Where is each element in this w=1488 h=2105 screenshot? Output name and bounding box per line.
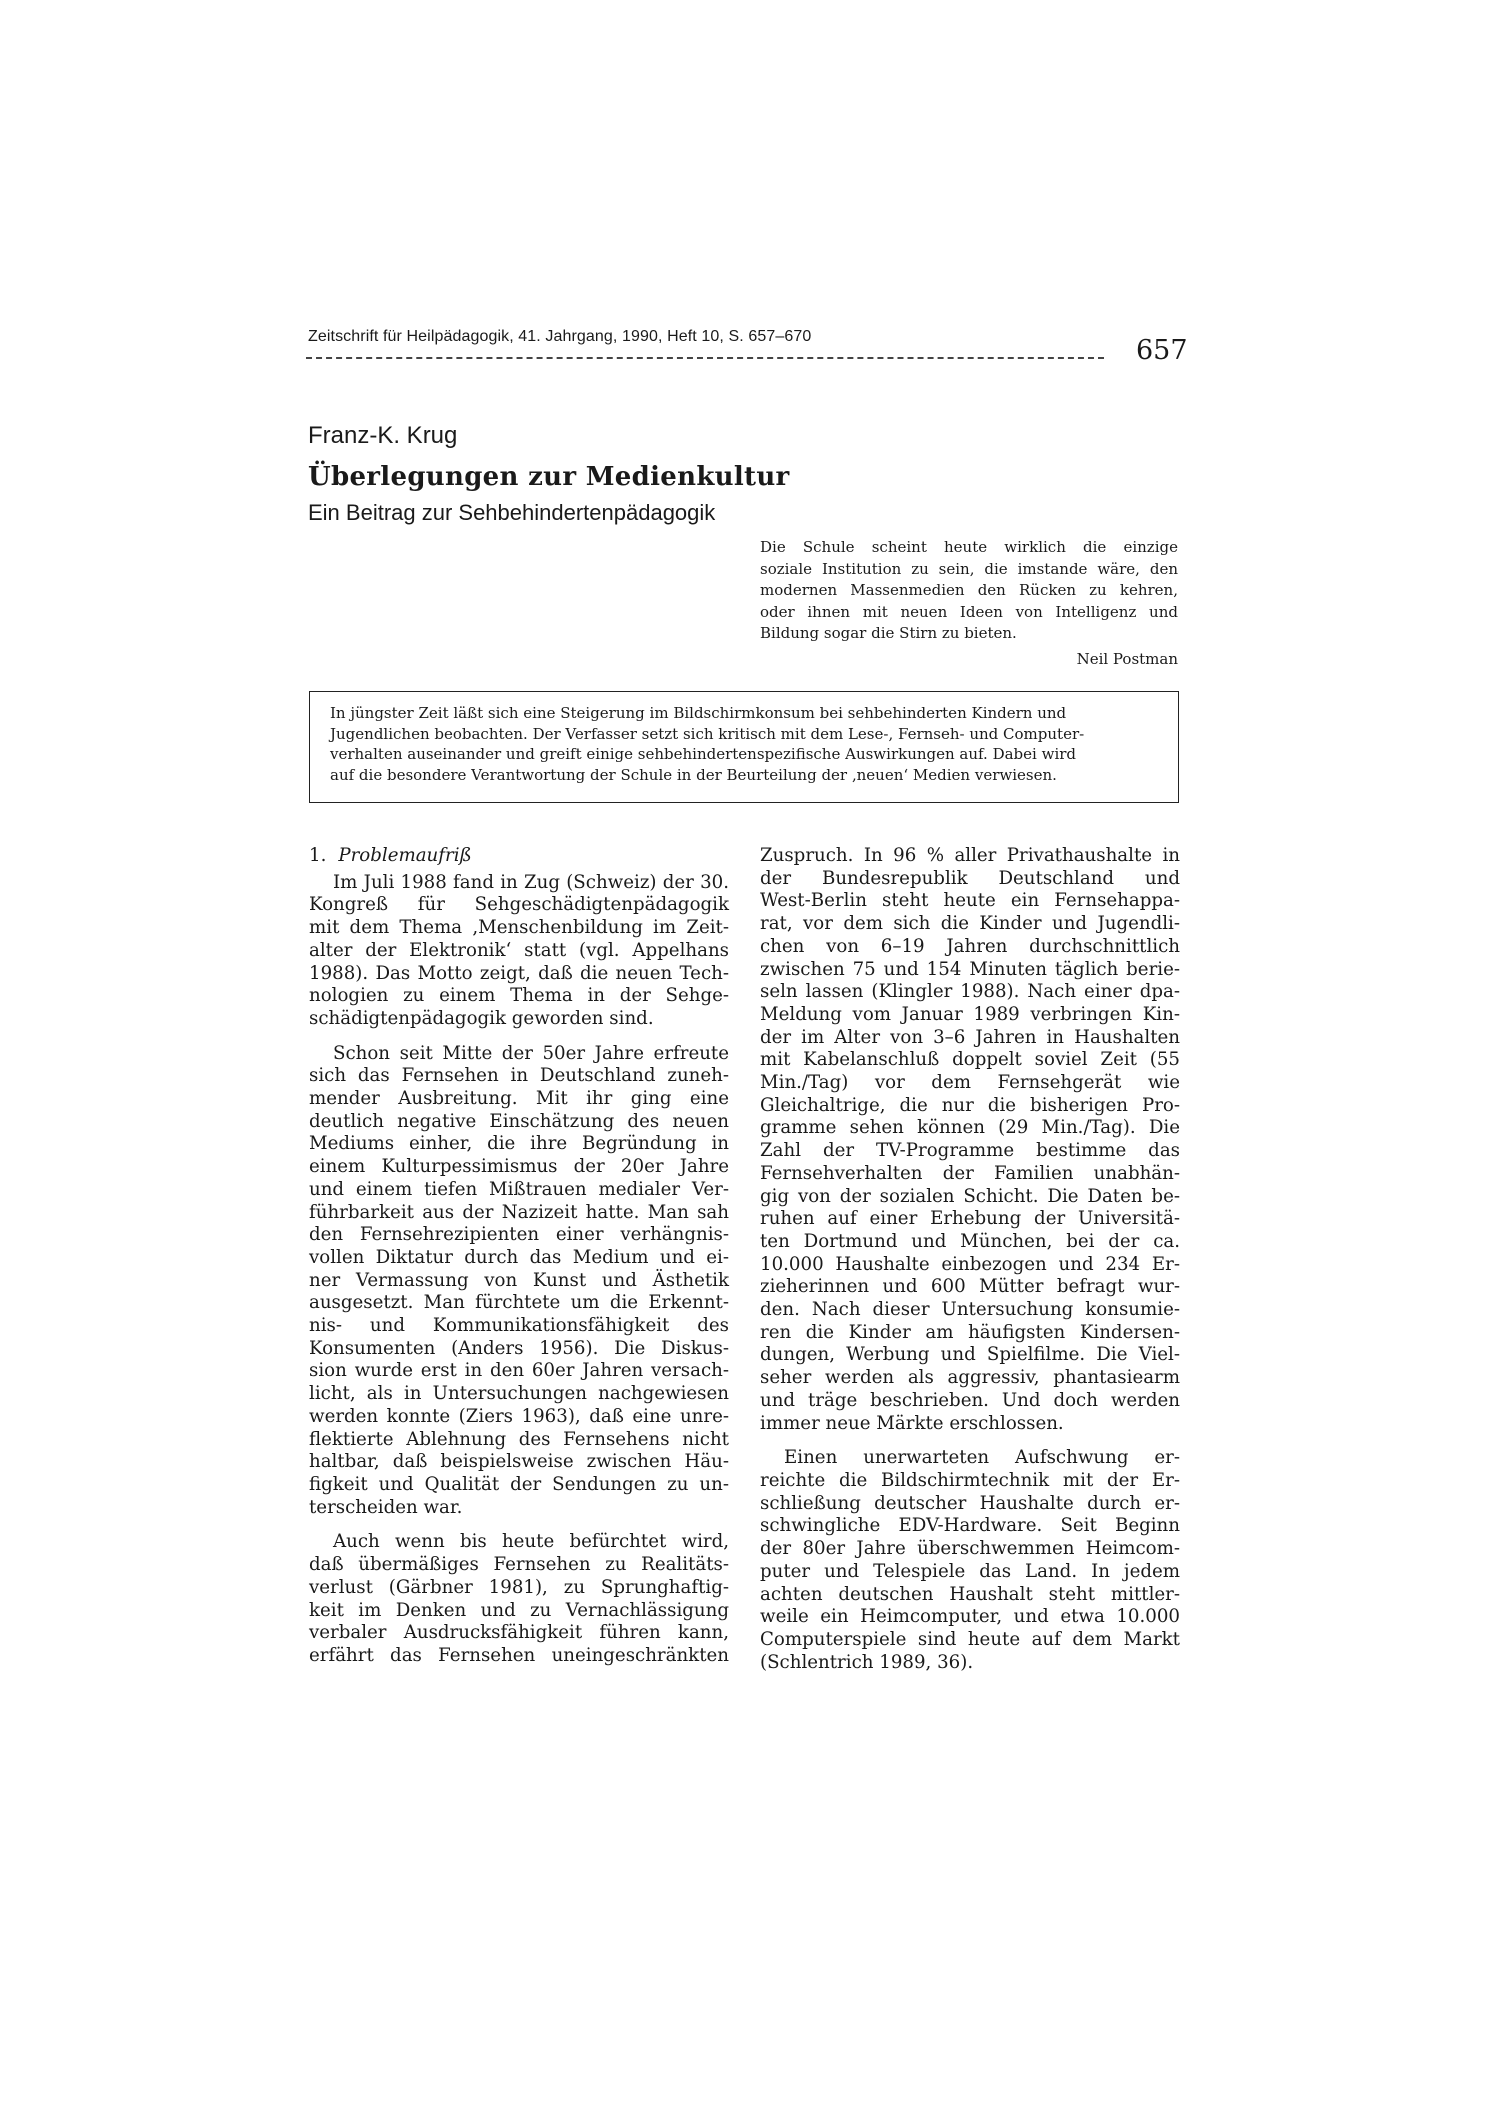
right-column bbox=[760, 845, 1180, 1674]
body-line: ner Vermassung von Kunst und Ästhetik bbox=[309, 1269, 729, 1291]
body-line: ausgesetzt. Man fürchtete um die Erkennt- bbox=[309, 1292, 729, 1314]
body-line: Kongreß für Sehgeschädigtenpädagogik bbox=[309, 894, 729, 916]
body-line: weile ein Heimcomputer, und etwa 10.000 bbox=[760, 1606, 1180, 1628]
body-line: nis- und Kommunikationsfähigkeit des bbox=[309, 1315, 729, 1337]
body-line: ruhen auf einer Erhebung der Universitä- bbox=[760, 1208, 1180, 1230]
body-line: und einem tiefen Mißtrauen medialer Ver- bbox=[309, 1178, 729, 1200]
body-line: daß übermäßiges Fernsehen zu Realitäts- bbox=[309, 1554, 729, 1576]
body-line: den Fernsehrezipienten einer verhängnis- bbox=[309, 1224, 729, 1246]
body-line: reichte die Bildschirmtechnik mit der Er- bbox=[760, 1469, 1180, 1491]
body-line: zieherinnen und 600 Mütter befragt wur- bbox=[760, 1276, 1180, 1298]
body-line: Einen unerwarteten Aufschwung er- bbox=[784, 1447, 1180, 1469]
body-line: der im Alter von 3–6 Jahren in Haushalten bbox=[760, 1026, 1180, 1048]
body-line: schwingliche EDV-Hardware. Seit Beginn bbox=[760, 1515, 1180, 1537]
epigraph-line: oder ihnen mit neuen Ideen von Intelligenz und bbox=[760, 602, 1178, 621]
body-line: seln lassen (Klingler 1988). Nach einer dpa- bbox=[760, 981, 1180, 1003]
body-line: flektierte Ablehnung des Fernsehens nicht bbox=[309, 1428, 729, 1450]
body-line: chen von 6–19 Jahren durchschnittlich bbox=[760, 935, 1180, 957]
body-line: 1988). Das Motto zeigt, daß die neuen Tech- bbox=[309, 962, 729, 984]
body-line: Zahl der TV-Programme bestimme das bbox=[760, 1140, 1180, 1162]
body-line: nologien zu einem Thema in der Sehge- bbox=[309, 985, 729, 1007]
left-column bbox=[309, 845, 729, 1668]
body-line: achten deutschen Haushalt steht mittler- bbox=[760, 1583, 1180, 1605]
paragraph-gap bbox=[760, 1435, 1180, 1447]
epigraph bbox=[760, 537, 1178, 670]
article-title: Überlegungen zur Medienkultur bbox=[308, 462, 790, 492]
body-line: sich das Fernsehen in Deutschland zuneh- bbox=[309, 1065, 729, 1087]
body-line: 10.000 Haushalte einbezogen und 234 Er- bbox=[760, 1253, 1180, 1275]
article-subtitle: Ein Beitrag zur Sehbehindertenpädagogik bbox=[308, 500, 716, 525]
body-line: Konsumenten (Anders 1956). Die Diskus- bbox=[309, 1337, 729, 1359]
abstract-line: verhalten auseinander und greift einige sehbehindertenspezifische Auswirkungen auf. Dabei wird bbox=[330, 745, 1077, 763]
abstract-line: Jugendlichen beobachten. Der Verfasser setzt sich kritisch mit dem Lese-, Fernseh- und Computer- bbox=[330, 724, 1085, 743]
body-line: Fernsehverhalten der Familien unabhän- bbox=[760, 1162, 1180, 1184]
body-line: werden konnte (Ziers 1963), daß eine unre- bbox=[309, 1405, 729, 1427]
section-number: 1. bbox=[309, 845, 327, 866]
body-line: Im Juli 1988 fand in Zug (Schweiz) der 30. bbox=[333, 871, 729, 893]
body-line: schließung deutscher Haushalte durch er- bbox=[760, 1492, 1180, 1514]
body-line: alter der Elektronik‘ statt (vgl. Appelhans bbox=[309, 939, 729, 961]
body-line: ten Dortmund und München, bei der ca. bbox=[760, 1230, 1180, 1252]
epigraph-line: Die Schule scheint heute wirklich die einzige bbox=[760, 538, 1178, 556]
body-line: mit dem Thema ‚Menschenbildung im Zeit- bbox=[309, 917, 729, 939]
body-line: puter und Telespiele das Land. In jedem bbox=[760, 1560, 1180, 1582]
body-line: einem Kulturpessimismus der 20er Jahre bbox=[309, 1156, 729, 1178]
body-line: der Bundesrepublik Deutschland und bbox=[760, 867, 1180, 889]
body-line: figkeit und Qualität der Sendungen zu un- bbox=[309, 1473, 729, 1495]
body-line: erfährt das Fernsehen uneingeschränkten bbox=[309, 1644, 729, 1666]
body-line: mit Kabelanschluß doppelt soviel Zeit (55 bbox=[760, 1049, 1180, 1071]
body-line: verbaler Ausdrucksfähigkeit führen kann, bbox=[309, 1622, 729, 1644]
body-line: Auch wenn bis heute befürchtet wird, bbox=[333, 1531, 729, 1553]
body-line: den. Nach dieser Untersuchung konsumie- bbox=[760, 1299, 1180, 1321]
right-column-body bbox=[760, 845, 1180, 1674]
body-line: sion wurde erst in den 60er Jahren versach- bbox=[309, 1360, 729, 1382]
body-line: Mediums einher, die ihre Begründung in bbox=[309, 1133, 729, 1155]
body-line: Gleichaltrige, die nur die bisherigen Pro- bbox=[760, 1094, 1180, 1116]
body-line: seher werden als aggressiv, phantasiearm bbox=[760, 1367, 1180, 1389]
body-line: gramme sehen können (29 Min./Tag). Die bbox=[760, 1117, 1180, 1139]
epigraph-line: soziale Institution zu sein, die imstande wäre, den bbox=[760, 559, 1178, 578]
body-line: verlust (Gärbner 1981), zu Sprunghaftig- bbox=[309, 1576, 729, 1598]
left-column-body bbox=[309, 872, 729, 1668]
paragraph-gap bbox=[309, 1031, 729, 1043]
header-rule bbox=[306, 357, 1104, 359]
body-line: und träge beschrieben. Und doch werden bbox=[760, 1389, 1180, 1411]
body-line: dungen, Werbung und Spielfilme. Die Viel- bbox=[760, 1344, 1180, 1366]
journal-citation: Zeitschrift für Heilpädagogik, 41. Jahrgang, 1990, Heft 10, S. 657–670 bbox=[308, 328, 812, 345]
body-line: Meldung vom Januar 1989 verbringen Kin- bbox=[760, 1003, 1180, 1025]
body-line: deutlich negative Einschätzung des neuen bbox=[309, 1110, 729, 1132]
abstract-box bbox=[309, 691, 1179, 803]
body-line: haltbar, daß beispielsweise zwischen Häu- bbox=[309, 1451, 729, 1473]
body-line: Computerspiele sind heute auf dem Markt bbox=[760, 1628, 1180, 1650]
section-heading bbox=[309, 845, 729, 868]
body-line: (Schlentrich 1989, 36). bbox=[760, 1651, 974, 1673]
article-author: Franz-K. Krug bbox=[308, 422, 458, 449]
epigraph-line: modernen Massenmedien den Rücken zu kehren, bbox=[760, 581, 1178, 599]
body-line: West-Berlin steht heute ein Fernsehappa- bbox=[760, 890, 1180, 912]
abstract-line: auf die besondere Verantwortung der Schule in der Beurteilung der ‚neuen‘ Medien verwiesen. bbox=[330, 765, 1057, 784]
body-line: ren die Kinder am häufigsten Kindersen- bbox=[760, 1321, 1180, 1343]
epigraph-line: Bildung sogar die Stirn zu bieten. bbox=[760, 624, 1017, 642]
section-title: Problemaufriß bbox=[338, 845, 472, 866]
body-line: Min./Tag) vor dem Fernsehgerät wie bbox=[760, 1072, 1180, 1094]
body-line: Zuspruch. In 96 % aller Privathaushalte in bbox=[760, 845, 1180, 866]
page-number: 657 bbox=[1136, 335, 1188, 366]
body-line: der 80er Jahre überschwemmen Heimcom- bbox=[760, 1538, 1180, 1560]
abstract-line: In jüngster Zeit läßt sich eine Steigerung im Bildschirmkonsum bei sehbehinderten Kindern und bbox=[330, 704, 1067, 722]
body-line: schädigtenpädagogik geworden sind. bbox=[309, 1007, 654, 1029]
body-line: keit im Denken und zu Vernachlässigung bbox=[309, 1599, 729, 1621]
body-line: zwischen 75 und 154 Minuten täglich berie- bbox=[760, 958, 1180, 980]
body-line: gig von der sozialen Schicht. Die Daten be- bbox=[760, 1185, 1180, 1207]
body-line: terscheiden war. bbox=[309, 1496, 463, 1518]
body-line: vollen Diktatur durch das Medium und ei- bbox=[309, 1246, 729, 1268]
body-line: mender Ausbreitung. Mit ihr ging eine bbox=[309, 1088, 729, 1110]
body-line: führbarkeit aus der Nazizeit hatte. Man sah bbox=[309, 1201, 729, 1223]
body-line: Schon seit Mitte der 50er Jahre erfreute bbox=[333, 1042, 729, 1064]
paragraph-gap bbox=[309, 1519, 729, 1531]
body-line: licht, als in Untersuchungen nachgewiesen bbox=[309, 1383, 729, 1405]
body-line: immer neue Märkte erschlossen. bbox=[760, 1412, 1064, 1434]
body-line: rat, vor dem sich die Kinder und Jugendli- bbox=[760, 913, 1180, 935]
epigraph-author: Neil Postman bbox=[1076, 649, 1178, 668]
